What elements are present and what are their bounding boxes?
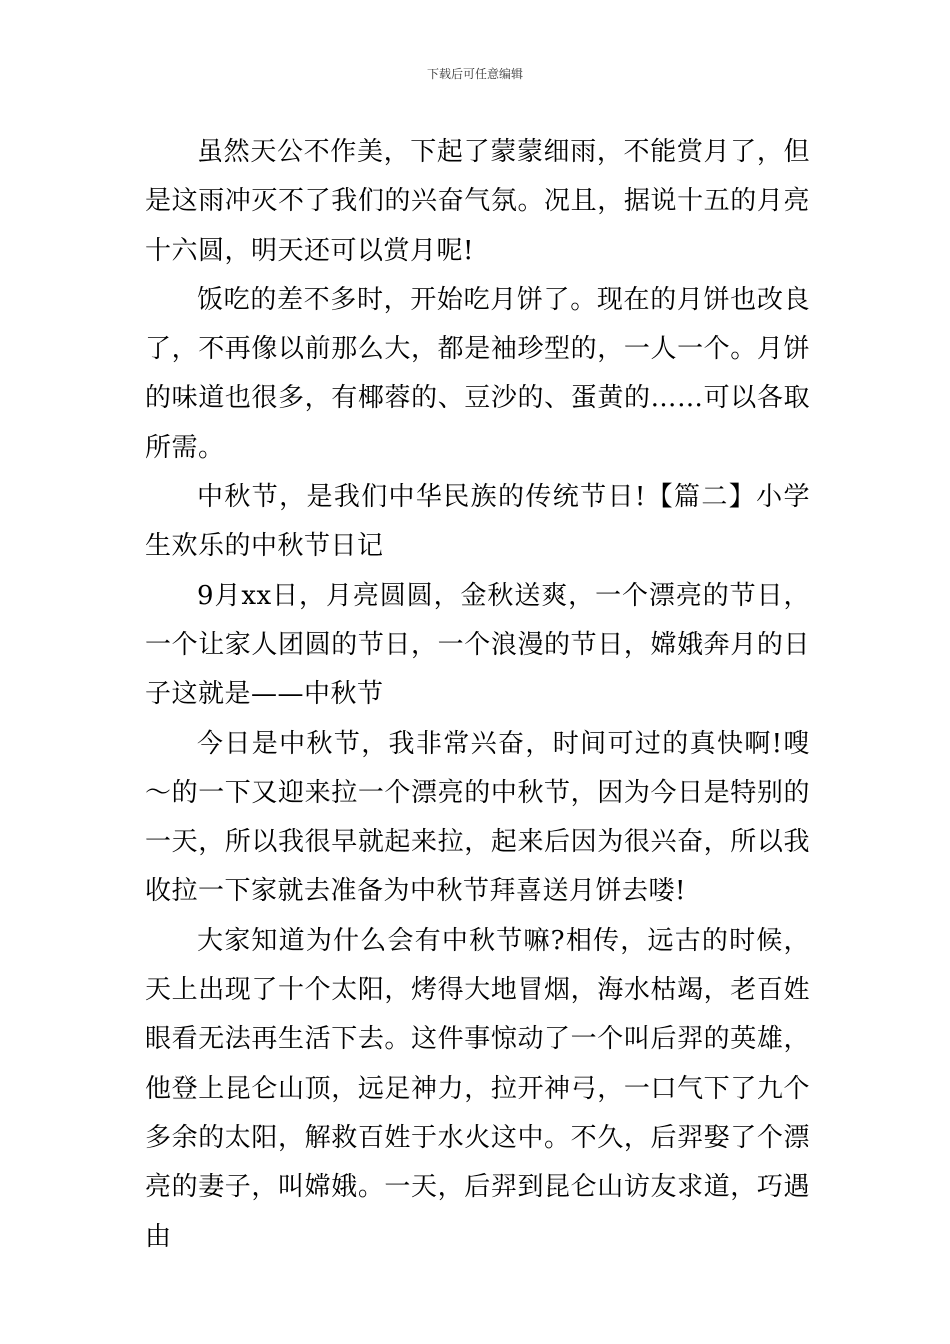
paragraph-1: 虽然天公不作美，下起了蒙蒙细雨，不能赏月了，但是这雨冲灭不了我们的兴奋气氛。况且，据说十五的月亮十六圆，明天还可以赏月呢! xyxy=(145,137,810,266)
paragraph-2: 饭吃的差不多时，开始吃月饼了。现在的月饼也改良了，不再像以前那么大，都是袖珍型的，一人一个。月饼的味道也很多，有椰蓉的、豆沙的、蛋黄的……可以各取所需。 xyxy=(145,284,810,463)
paragraph-3: 中秋节，是我们中华民族的传统节日!【篇二】小学生欢乐的中秋节日记 xyxy=(145,482,810,562)
page-header: 下载后可任意编辑 xyxy=(426,67,523,81)
document-body xyxy=(145,128,810,1262)
paragraph-6: 大家知道为什么会有中秋节嘛?相传，远古的时候，天上出现了十个太阳，烤得大地冒烟，海水枯竭，老百姓眼看无法再生活下去。这件事惊动了一个叫后羿的英雄，他登上昆仑山顶，远足神力，拉开神弓，一口气下了九个多余的太阳，解救百姓于水火这中。不久，后羿娶了个漂亮的妻子，叫嫦娥。一天，后羿到昆仑山访友求道，巧遇由 xyxy=(145,925,810,1252)
paragraph-5: 今日是中秋节，我非常兴奋，时间可过的真快啊!嗖～的一下又迎来拉一个漂亮的中秋节，因为今日是特别的一天，所以我很早就起来拉，起来后因为很兴奋，所以我收拉一下家就去准备为中秋节拜喜送月饼去喽! xyxy=(145,728,810,907)
paragraph-4: 9月xx日，月亮圆圆，金秋送爽，一个漂亮的节日，一个让家人团圆的节日，一个浪漫的节日，嫦娥奔月的日子这就是——中秋节 xyxy=(145,580,810,710)
